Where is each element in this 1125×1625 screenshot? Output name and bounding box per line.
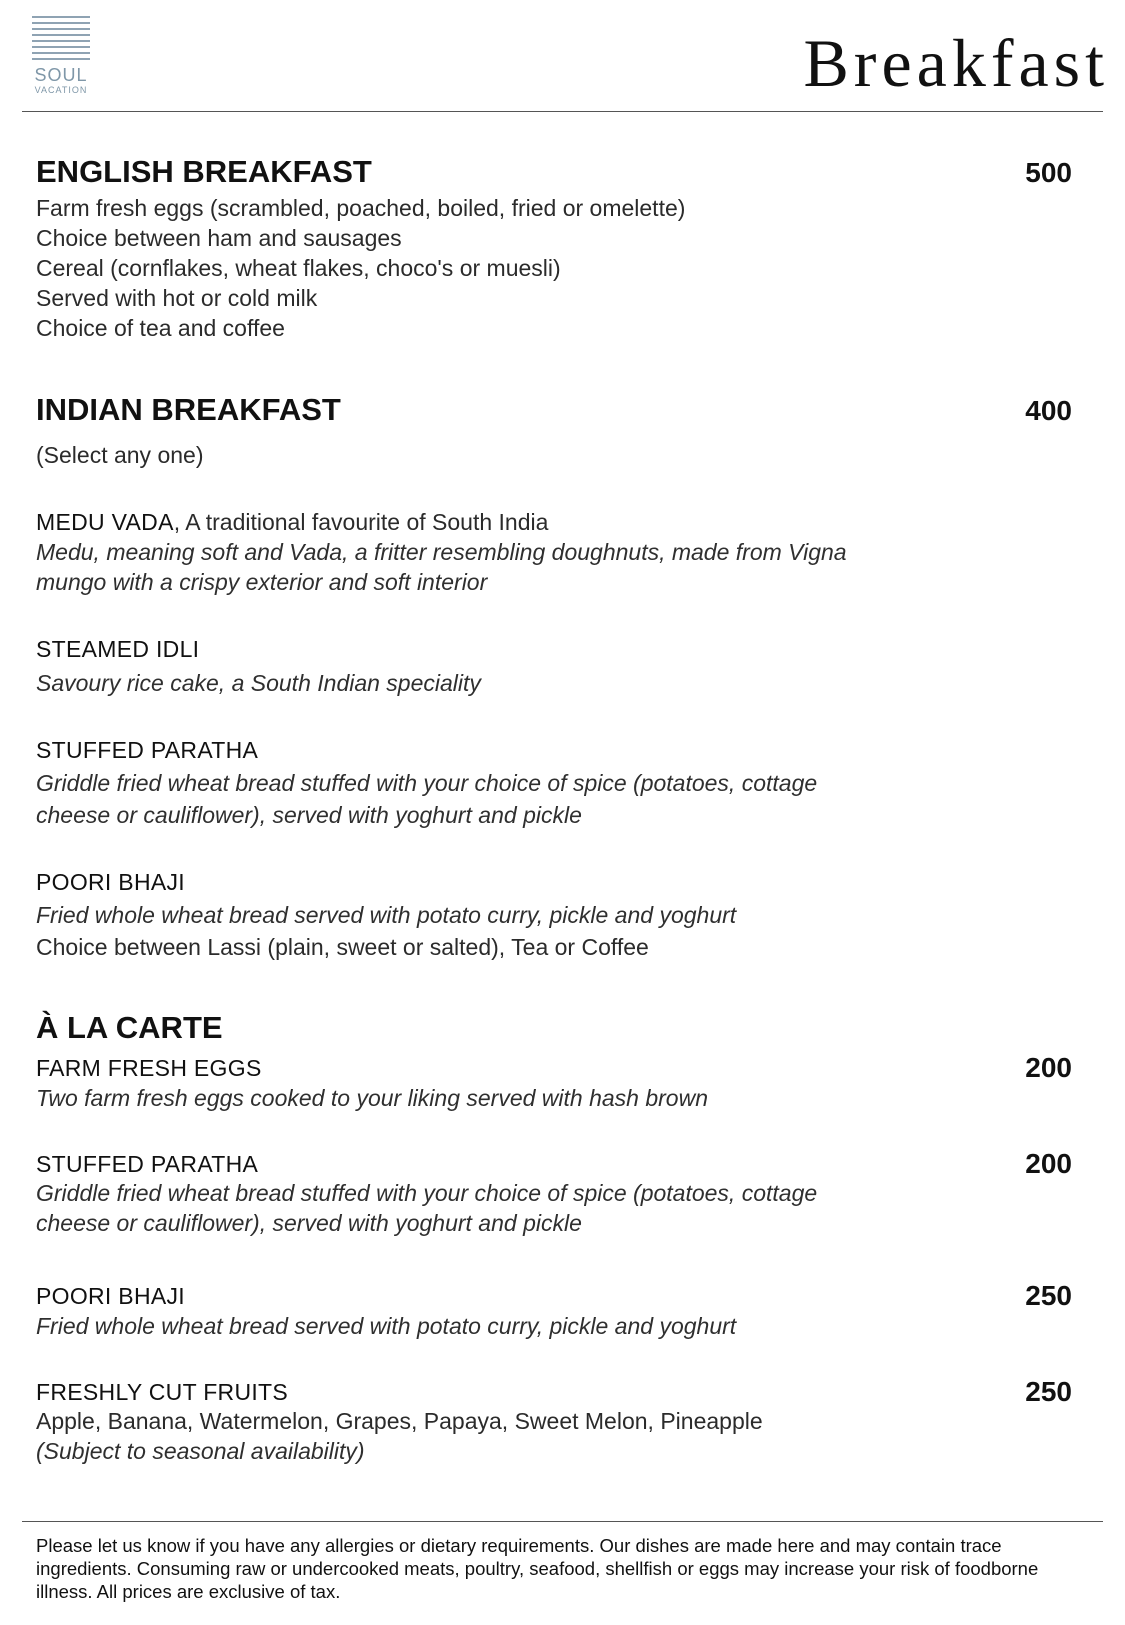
logo-name: SOUL	[34, 65, 88, 85]
item-description: cheese or cauliflower), served with yoghurt and pickle	[36, 802, 582, 828]
item-extra: Choice between Lassi (plain, sweet or salted), Tea or Coffee	[36, 934, 649, 960]
menu-item-freshly-cut-fruits: FRESHLY CUT FRUITS	[36, 1379, 289, 1405]
menu-item-poori-bhaji: POORI BHAJI	[36, 1283, 185, 1309]
english-line: Served with hot or cold milk	[36, 285, 318, 311]
header-divider	[22, 111, 1103, 112]
logo-subtitle: VACATION	[34, 85, 88, 95]
item-description: Griddle fried wheat bread stuffed with your choice of spice (potatoes, cottage	[36, 770, 818, 796]
item-description: cheese or cauliflower), served with yoghurt and pickle	[36, 1210, 582, 1236]
item-description: (Subject to seasonal availability)	[36, 1438, 365, 1464]
item-name: MEDU VADA	[36, 509, 174, 535]
english-line: Choice of tea and coffee	[36, 315, 285, 341]
item-description: Griddle fried wheat bread stuffed with your choice of spice (potatoes, cottage	[36, 1180, 818, 1206]
item-name-suffix: , A traditional favourite of South India	[173, 509, 549, 535]
menu-item-medu-vada	[36, 507, 548, 537]
price-poori-bhaji: 250	[1025, 1280, 1072, 1311]
menu-item-steamed-idli: STEAMED IDLI	[36, 636, 200, 662]
soul-vacation-logo	[32, 16, 90, 96]
item-description: mungo with a crispy exterior and soft interior	[36, 569, 488, 595]
price-farm-fresh-eggs: 200	[1025, 1052, 1072, 1083]
item-description: Fried whole wheat bread served with potato curry, pickle and yoghurt	[36, 902, 737, 928]
price-indian-breakfast: 400	[1025, 395, 1072, 426]
menu-item-stuffed-paratha: STUFFED PARATHA	[36, 1151, 259, 1177]
menu-item-stuffed-paratha: STUFFED PARATHA	[36, 737, 259, 763]
item-description: Savoury rice cake, a South Indian speciality	[36, 670, 481, 696]
section-title-a-la-carte: À LA CARTE	[36, 1010, 223, 1045]
price-english-breakfast: 500	[1025, 157, 1072, 188]
allergy-disclaimer: Please let us know if you have any allergies or dietary requirements. Our dishes are made here and may contain trace ingredients. Consuming raw or undercooked meats, poultry, seafood, shellfish or eggs may increase your risk of foodborne illness. All prices are exclusive of tax.	[36, 1535, 1039, 1602]
item-description: Medu, meaning soft and Vada, a fritter resembling doughnuts, made from Vigna	[36, 539, 847, 565]
section-title-indian-breakfast: INDIAN BREAKFAST	[36, 392, 341, 427]
page-title: Breakfast	[803, 25, 1109, 101]
section-title-english-breakfast: ENGLISH BREAKFAST	[36, 154, 372, 189]
menu-item-farm-fresh-eggs: FARM FRESH EGGS	[36, 1055, 262, 1081]
price-freshly-cut-fruits: 250	[1025, 1376, 1072, 1407]
item-plain-description: Apple, Banana, Watermelon, Grapes, Papaya, Sweet Melon, Pineapple	[36, 1408, 763, 1434]
price-stuffed-paratha: 200	[1025, 1148, 1072, 1179]
english-line: Farm fresh eggs (scrambled, poached, boiled, fried or omelette)	[36, 195, 686, 221]
indian-note: (Select any one)	[36, 442, 204, 468]
item-description: Fried whole wheat bread served with potato curry, pickle and yoghurt	[36, 1313, 737, 1339]
english-line: Choice between ham and sausages	[36, 225, 402, 251]
footer-divider	[22, 1521, 1103, 1522]
item-description: Two farm fresh eggs cooked to your liking served with hash brown	[36, 1085, 708, 1111]
menu-item-poori-bhaji: POORI BHAJI	[36, 869, 185, 895]
english-line: Cereal (cornflakes, wheat flakes, choco's or muesli)	[36, 255, 561, 281]
